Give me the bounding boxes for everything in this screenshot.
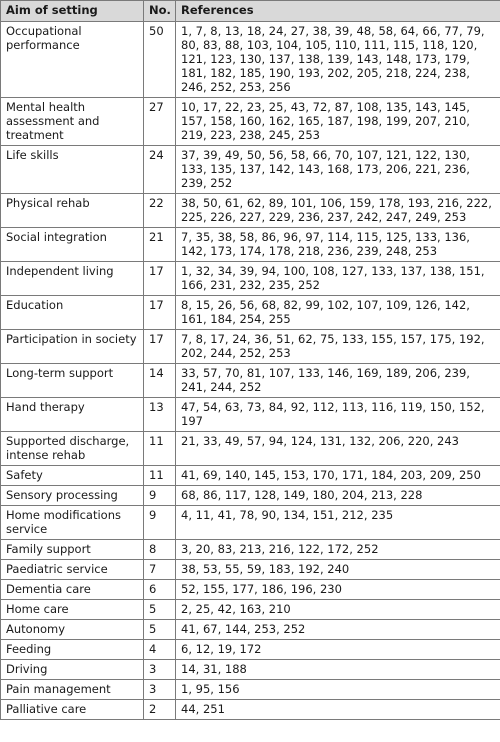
aim-cell: Mental health assessment and treatment bbox=[1, 98, 144, 146]
aim-cell: Occupational performance bbox=[1, 22, 144, 98]
references-cell: 52, 155, 177, 186, 196, 230 bbox=[176, 580, 500, 600]
aim-cell: Life skills bbox=[1, 146, 144, 194]
table-row bbox=[1, 660, 500, 680]
count-cell: 9 bbox=[144, 486, 176, 506]
count-cell: 14 bbox=[144, 364, 176, 398]
aim-cell: Family support bbox=[1, 540, 144, 560]
aim-cell: Safety bbox=[1, 466, 144, 486]
table-row bbox=[1, 640, 500, 660]
header-aim-of-setting: Aim of setting bbox=[1, 1, 144, 22]
table-row bbox=[1, 98, 500, 146]
aim-cell: Education bbox=[1, 296, 144, 330]
aim-cell: Sensory processing bbox=[1, 486, 144, 506]
table-row bbox=[1, 432, 500, 466]
table-row bbox=[1, 620, 500, 640]
aim-cell: Feeding bbox=[1, 640, 144, 660]
count-cell: 17 bbox=[144, 296, 176, 330]
aim-cell: Independent living bbox=[1, 262, 144, 296]
header-number: No. bbox=[144, 1, 176, 22]
references-cell: 7, 8, 17, 24, 36, 51, 62, 75, 133, 155, 157, 175, 192, 202, 244, 252, 253 bbox=[176, 330, 500, 364]
count-cell: 50 bbox=[144, 22, 176, 98]
table-row bbox=[1, 364, 500, 398]
count-cell: 21 bbox=[144, 228, 176, 262]
references-cell: 1, 7, 8, 13, 18, 24, 27, 38, 39, 48, 58, 64, 66, 77, 79, 80, 83, 88, 103, 104, 105, 110, 111, 115, 118, 120, 121, 123, 130, 137, 138, 139, 143, 148, 173, 179, 181, 182, 185, 190, 193, 202, 205, 218, 224, 238, 246, 252, 253, 256 bbox=[176, 22, 500, 98]
references-cell: 6, 12, 19, 172 bbox=[176, 640, 500, 660]
references-cell: 68, 86, 117, 128, 149, 180, 204, 213, 228 bbox=[176, 486, 500, 506]
table-row bbox=[1, 466, 500, 486]
references-cell: 14, 31, 188 bbox=[176, 660, 500, 680]
count-cell: 27 bbox=[144, 98, 176, 146]
count-cell: 3 bbox=[144, 680, 176, 700]
aim-cell: Supported discharge, intense rehab bbox=[1, 432, 144, 466]
count-cell: 17 bbox=[144, 330, 176, 364]
aim-cell: Participation in society bbox=[1, 330, 144, 364]
count-cell: 9 bbox=[144, 506, 176, 540]
references-cell: 1, 32, 34, 39, 94, 100, 108, 127, 133, 137, 138, 151, 166, 231, 232, 235, 252 bbox=[176, 262, 500, 296]
table-row bbox=[1, 540, 500, 560]
count-cell: 11 bbox=[144, 432, 176, 466]
references-cell: 3, 20, 83, 213, 216, 122, 172, 252 bbox=[176, 540, 500, 560]
count-cell: 11 bbox=[144, 466, 176, 486]
table-row bbox=[1, 600, 500, 620]
table-body bbox=[1, 22, 500, 720]
table-row bbox=[1, 398, 500, 432]
aim-cell: Social integration bbox=[1, 228, 144, 262]
table-row bbox=[1, 228, 500, 262]
count-cell: 2 bbox=[144, 700, 176, 720]
references-cell: 10, 17, 22, 23, 25, 43, 72, 87, 108, 135, 143, 145, 157, 158, 160, 162, 165, 187, 198, 199, 207, 210, 219, 223, 238, 245, 253 bbox=[176, 98, 500, 146]
table-row bbox=[1, 560, 500, 580]
table-row bbox=[1, 22, 500, 98]
aim-cell: Hand therapy bbox=[1, 398, 144, 432]
count-cell: 5 bbox=[144, 600, 176, 620]
count-cell: 8 bbox=[144, 540, 176, 560]
table-row bbox=[1, 262, 500, 296]
table-row bbox=[1, 296, 500, 330]
table-row bbox=[1, 330, 500, 364]
aim-cell: Autonomy bbox=[1, 620, 144, 640]
table-row bbox=[1, 680, 500, 700]
references-cell: 4, 11, 41, 78, 90, 134, 151, 212, 235 bbox=[176, 506, 500, 540]
count-cell: 17 bbox=[144, 262, 176, 296]
references-cell: 41, 69, 140, 145, 153, 170, 171, 184, 203, 209, 250 bbox=[176, 466, 500, 486]
count-cell: 22 bbox=[144, 194, 176, 228]
references-cell: 37, 39, 49, 50, 56, 58, 66, 70, 107, 121, 122, 130, 133, 135, 137, 142, 143, 168, 173, 206, 221, 236, 239, 252 bbox=[176, 146, 500, 194]
count-cell: 13 bbox=[144, 398, 176, 432]
count-cell: 5 bbox=[144, 620, 176, 640]
references-cell: 1, 95, 156 bbox=[176, 680, 500, 700]
table-row bbox=[1, 700, 500, 720]
references-cell: 38, 53, 55, 59, 183, 192, 240 bbox=[176, 560, 500, 580]
references-cell: 47, 54, 63, 73, 84, 92, 112, 113, 116, 119, 150, 152, 197 bbox=[176, 398, 500, 432]
table-row bbox=[1, 506, 500, 540]
references-cell: 21, 33, 49, 57, 94, 124, 131, 132, 206, 220, 243 bbox=[176, 432, 500, 466]
references-cell: 44, 251 bbox=[176, 700, 500, 720]
references-cell: 2, 25, 42, 163, 210 bbox=[176, 600, 500, 620]
aim-cell: Pain management bbox=[1, 680, 144, 700]
references-cell: 7, 35, 38, 58, 86, 96, 97, 114, 115, 125, 133, 136, 142, 173, 174, 178, 218, 236, 239, 248, 253 bbox=[176, 228, 500, 262]
references-cell: 33, 57, 70, 81, 107, 133, 146, 169, 189, 206, 239, 241, 244, 252 bbox=[176, 364, 500, 398]
references-cell: 41, 67, 144, 253, 252 bbox=[176, 620, 500, 640]
table-row bbox=[1, 580, 500, 600]
count-cell: 4 bbox=[144, 640, 176, 660]
count-cell: 7 bbox=[144, 560, 176, 580]
count-cell: 24 bbox=[144, 146, 176, 194]
references-cell: 8, 15, 26, 56, 68, 82, 99, 102, 107, 109, 126, 142, 161, 184, 254, 255 bbox=[176, 296, 500, 330]
aim-cell: Long-term support bbox=[1, 364, 144, 398]
header-references: References bbox=[176, 1, 500, 22]
count-cell: 6 bbox=[144, 580, 176, 600]
aim-cell: Dementia care bbox=[1, 580, 144, 600]
aim-cell: Home care bbox=[1, 600, 144, 620]
aim-cell: Palliative care bbox=[1, 700, 144, 720]
table-header-row bbox=[1, 1, 500, 22]
count-cell: 3 bbox=[144, 660, 176, 680]
aim-cell: Paediatric service bbox=[1, 560, 144, 580]
table-row bbox=[1, 146, 500, 194]
table-row bbox=[1, 486, 500, 506]
references-cell: 38, 50, 61, 62, 89, 101, 106, 159, 178, 193, 216, 222, 225, 226, 227, 229, 236, 237, 242, 247, 249, 253 bbox=[176, 194, 500, 228]
table-row bbox=[1, 194, 500, 228]
aim-cell: Home modifications service bbox=[1, 506, 144, 540]
aim-cell: Driving bbox=[1, 660, 144, 680]
aim-cell: Physical rehab bbox=[1, 194, 144, 228]
